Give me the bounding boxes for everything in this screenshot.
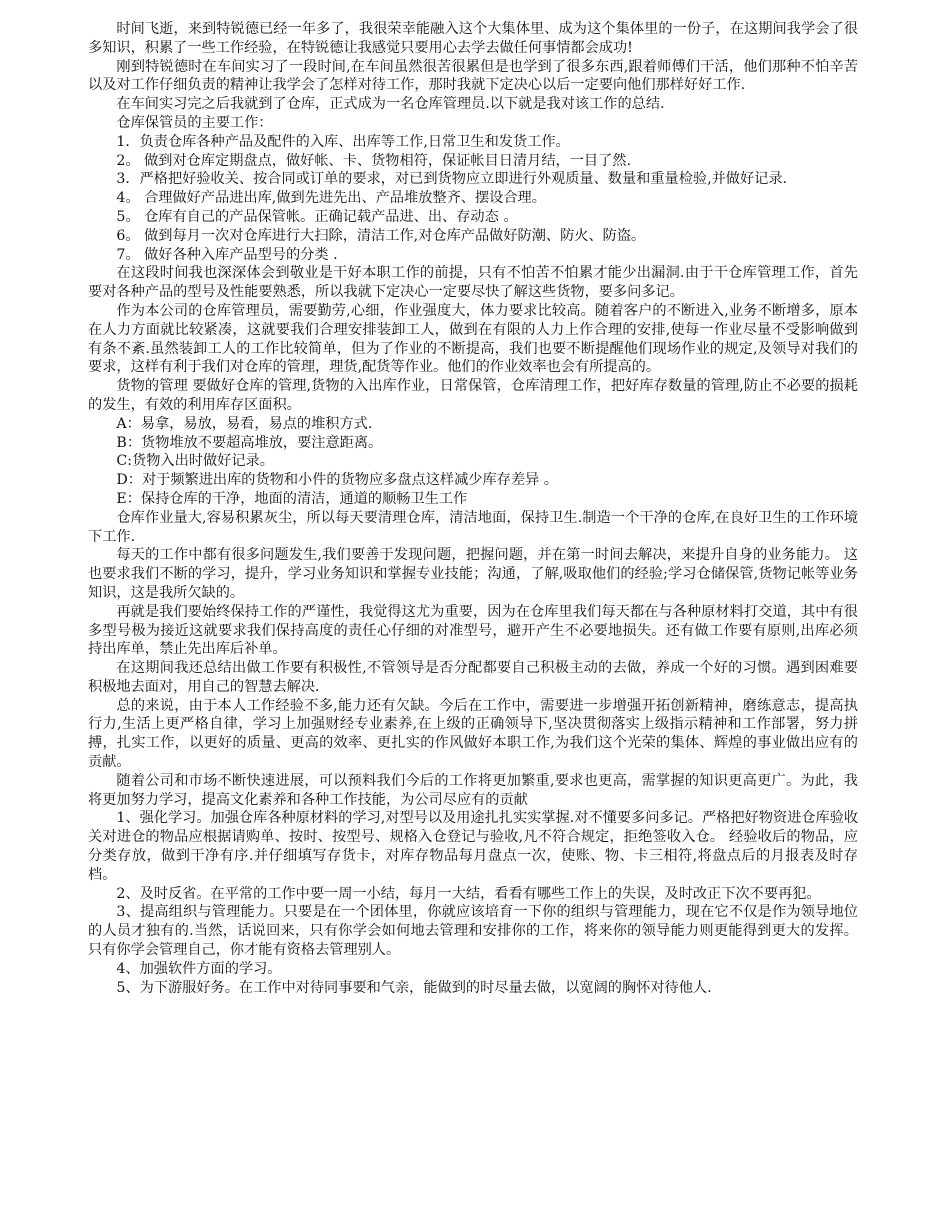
paragraph-workshop-internship: 刚到特锐德时在车间实习了一段时间,在车间虽然很苦很累但是也学到了很多东西,跟着师傅们干活，他们那种不怕辛苦以及对工作仔细负责的精神让我学会了怎样对待工作，那时我就下定决心以后一定要向他们那样好好工作. bbox=[88, 58, 858, 94]
list-item-duty-4: 4。 合理做好产品进出库,做到先进先出、产品堆放整齐、摆设合理。 bbox=[116, 190, 546, 207]
paragraph-dedication: 在这段时间我也深深体会到敬业是干好本职工作的前提，只有不怕苦不怕累才能少出漏洞.由于干仓库管理工作，首先要对各种产品的型号及性能要熟悉，所以我就下定决心一定要尽快了解这些货物，要多问多记。 bbox=[88, 265, 858, 301]
list-item-plan-2: 2、及时反省。在平常的工作中要一周一小结，每月一大结，看看有哪些工作上的失误，及时改正下次不要再犯。 bbox=[116, 885, 821, 902]
paragraph-cleaning: 仓库作业量大,容易积累灰尘，所以每天要清理仓库，清洁地面，保持卫生.制造一个干净的仓库,在良好卫生的工作环境下工作. bbox=[88, 509, 858, 545]
list-item-goods-c: C:货物入出时做好记录。 bbox=[116, 453, 274, 470]
list-item-plan-3: 3、提高组织与管理能力。只要是在一个团体里，你就应该培育一下你的组织与管理能力，现在它不仅是作为领导地位的人员才独有的.当然，话说回来，只有你学会如何地去管理和安排你的工作，将来你的领导能力则更能得到更大的发挥。只有你学会管理自己，你才能有资格去管理别人。 bbox=[88, 904, 858, 959]
list-item-duty-1: 1．负责仓库各种产品及配件的入库、出库等工作,日常卫生和发货工作。 bbox=[116, 133, 570, 150]
list-item-plan-4: 4、加强软件方面的学习。 bbox=[116, 960, 282, 977]
paragraph-warehouse-role: 在车间实习完之后我就到了仓库，正式成为一名仓库管理员.以下就是我对该工作的总结. bbox=[116, 96, 665, 113]
list-item-plan-1: 1、强化学习。加强仓库各种原材料的学习,对型号以及用途扎扎实实掌握.对不懂要多问多记。严格把好物资进仓库验收关对进仓的物品应根据请购单、按时、按型号、规格入仓登记与验收,凡不符合规定，拒绝签收入仓。 经验收后的物品，应分类存放，做到干净有序.并仔细填写存货卡，对库存物品每月盘点一次，使账、物、卡三相符,将盘点后的月报表及时存档。 bbox=[88, 810, 859, 883]
paragraph-future: 随着公司和市场不断快速进展，可以预料我们今后的工作将更加繁重,要求也更高，需掌握的知识更高更广。为此，我将更加努力学习，提高文化素养和各种工作技能，为公司尽应有的贡献 bbox=[88, 772, 858, 808]
list-item-duty-5: 5。 仓库有自己的产品保管帐。正确记载产品进、出、存动态 。 bbox=[116, 208, 518, 225]
list-item-goods-d: D：对于频繁进出库的货物和小件的货物应多盘点这样减少库存差异 。 bbox=[116, 472, 558, 489]
paragraph-problem-solving: 每天的工作中都有很多问题发生,我们要善于发现问题，把握问题，并在第一时间去解决，来提升自身的业务能力。 这也要求我们不断的学习，提升，学习业务知识和掌握专业技能；沟通，了解,吸取他们的经验;学习仓储保管,货物记帐等业务知识，这是我所欠缺的。 bbox=[88, 547, 858, 601]
list-item-goods-b: B：货物堆放不要超高堆放，要注意距离。 bbox=[116, 434, 383, 451]
list-item-duty-6: 6。 做到每月一次对仓库进行大扫除，清洁工作,对仓库产品做好防潮、防火、防盗。 bbox=[116, 227, 646, 244]
paragraph-rigor: 再就是我们要始终保持工作的严谨性，我觉得这尤为重要，因为在仓库里我们每天都在与各种原材料打交道，其中有很多型号极为接近这就要求我们保持高度的责任心仔细的对准型号，避开产生不必要地损失。还有做工作要有原则,出库必须持出库单，禁止先出库后补单。 bbox=[88, 603, 858, 658]
list-item-goods-a: A：易拿，易放，易看，易点的堆积方式. bbox=[116, 415, 373, 432]
paragraph-summary: 总的来说，由于本人工作经验不多,能力还有欠缺。今后在工作中，需要进一步增强开拓创新精神，磨练意志，提高执行力,生活上更严格自律，学习上加强财经专业素养,在上级的正确领导下,坚决贯彻落实上级指示精神和工作部署，努力拼搏，扎实工作，以更好的质量、更高的效率、更扎实的作风做好本职工作,为我们这个光荣的集体、辉煌的事业做出应有的贡献。 bbox=[88, 697, 858, 771]
paragraph-manager-duties: 作为本公司的仓库管理员，需要勤劳,心细，作业强度大，体力要求比较高。随着客户的不断进入,业务不断增多，原本在人力方面就比较紧凑，这就要我们合理安排装卸工人，做到在有限的人力上作合理的安排,使每一作业尽量不受影响做到有条不紊.虽然装卸工人的工作比较简单，但为了作业的不断提高，我们也要不断提醒他们现场作业的规定,及领导对我们的要求，这样有利于我们对仓库的管理，理货,配货等作业。他们的作业效率也会有所提高的。 bbox=[88, 302, 858, 376]
list-item-goods-e: E：保持仓库的干净，地面的清洁，通道的顺畅卫生工作 bbox=[116, 490, 468, 507]
list-item-duty-3: 3．严格把好验收关、按合同或订单的要求，对已到货物应立即进行外观质量、数量和重量检验,并做好记录. bbox=[116, 171, 788, 188]
list-item-plan-5: 5、为下游服好务。在工作中对待同事要和气亲，能做到的时尽量去做，以宽阔的胸怀对待他人. bbox=[116, 979, 712, 996]
list-item-duty-2: 2。 做到对仓库定期盘点，做好帐、卡、货物相符，保证帐目日清月结，一目了然. bbox=[116, 152, 632, 169]
paragraph-intro: 时间飞逝，来到特锐德已经一年多了，我很荣幸能融入这个大集体里、成为这个集体里的一份子，在这期间我学会了很多知识，积累了一些工作经验，在特锐德让我感觉只要用心去学去做任何事情都会成功! bbox=[88, 21, 858, 56]
paragraph-duties-heading: 仓库保管员的主要工作： bbox=[116, 114, 273, 131]
paragraph-goods-management: 货物的管理 要做好仓库的管理,货物的入出库作业，日常保管，仓库清理工作，把好库存数量的管理,防止不必要的损耗的发生，有效的利用库存区面积。 bbox=[88, 378, 858, 413]
list-item-duty-7: 7。 做好各种入库产品型号的分类 . bbox=[116, 246, 338, 263]
paragraph-initiative: 在这期间我还总结出做工作要有积极性,不管领导是否分配都要自己积极主动的去做，养成一个好的习惯。遇到困难要积极地去面对，用自己的智慧去解决. bbox=[88, 660, 858, 695]
